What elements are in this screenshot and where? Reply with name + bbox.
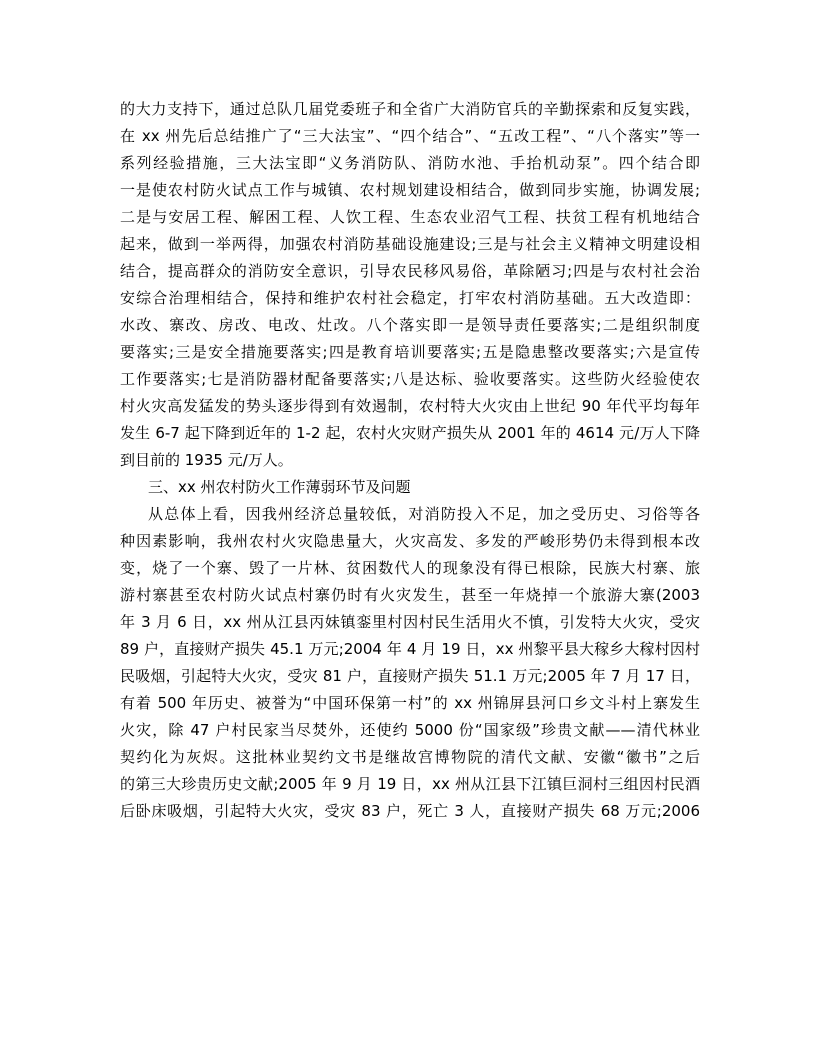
document-page — [120, 96, 700, 825]
text-line: 年 3 月 6 日，xx 州从江县丙妹镇銮里村因村民生活用火不慎，引发特大火灾，受灾 — [120, 613, 700, 631]
text-line: 种因素影响，我州农村火灾隐患量大，火灾高发、多发的严峻形势仍未得到根本改 — [120, 532, 700, 550]
text-line: 安综合治理相结合，保持和维护农村社会稳定，打牢农村消防基础。五大改造即： — [120, 289, 700, 307]
text-line: 发生 6-7 起下降到近年的 1-2 起，农村火灾财产损失从 2001 年的 4614 元/万人下降 — [120, 424, 700, 442]
section-heading: 三、xx 州农村防火工作薄弱环节及问题 — [148, 478, 411, 496]
text-line: 民吸烟，引起特大火灾，受灾 81 户，直接财产损失 51.1 万元;2005 年 7 月 17 日， — [120, 667, 700, 685]
text-line: 工作要落实;七是消防器材配备要落实;八是达标、验收要落实。这些防火经验使农 — [120, 370, 700, 388]
text-line: 系列经验措施，三大法宝即“义务消防队、消防水池、手抬机动泵”。四个结合即 — [120, 154, 700, 172]
text-line: 有着 500 年历史、被誉为“中国环保第一村”的 xx 州锦屏县河口乡文斗村上寨发生 — [120, 694, 700, 712]
text-line: 要落实;三是安全措施要落实;四是教育培训要落实;五是隐患整改要落实;六是宣传 — [120, 343, 700, 361]
text-line: 起来，做到一举两得，加强农村消防基础设施建设;三是与社会主义精神文明建设相 — [120, 235, 700, 253]
text-line: 89 户，直接财产损失 45.1 万元;2004 年 4 月 19 日，xx 州黎平县大稼乡大稼村因村 — [120, 640, 700, 658]
text-line: 从总体上看，因我州经济总量较低，对消防投入不足，加之受历史、习俗等各 — [148, 505, 700, 523]
text-line: 火灾，除 47 户村民家当尽焚外，还使约 5000 份“国家级”珍贵文献——清代林业 — [120, 721, 700, 739]
text-line: 一是使农村防火试点工作与城镇、农村规划建设相结合，做到同步实施，协调发展; — [120, 181, 700, 199]
text-line: 二是与安居工程、解困工程、人饮工程、生态农业沼气工程、扶贫工程有机地结合 — [120, 208, 700, 226]
text-line: 的第三大珍贵历史文献;2005 年 9 月 19 日，xx 州从江县下江镇巨洞村三组因村民酒 — [120, 775, 700, 793]
text-line: 村火灾高发猛发的势头逐步得到有效遏制，农村特大火灾由上世纪 90 年代平均每年 — [120, 397, 700, 415]
text-line: 水改、寨改、房改、电改、灶改。八个落实即一是领导责任要落实;二是组织制度 — [120, 316, 700, 334]
text-line: 后卧床吸烟，引起特大火灾，受灾 83 户，死亡 3 人，直接财产损失 68 万元;2006 — [120, 802, 700, 820]
text-line: 到目前的 1935 元/万人。 — [120, 451, 293, 469]
text-line: 结合，提高群众的消防安全意识，引导农民移风易俗，革除陋习;四是与农村社会治 — [120, 262, 700, 280]
text-line: 契约化为灰烬。这批林业契约文书是继故宫博物院的清代文献、安徽“徽书”之后 — [120, 748, 700, 766]
text-line: 游村寨甚至农村防火试点村寨仍时有火灾发生，甚至一年烧掉一个旅游大寨(2003 — [120, 586, 700, 604]
text-line: 在 xx 州先后总结推广了“三大法宝”、“四个结合”、“五改工程”、“八个落实”等一 — [120, 127, 700, 145]
text-line: 变，烧了一个寨、毁了一片林、贫困数代人的现象没有得已根除，民族大村寨、旅 — [120, 559, 700, 577]
text-line: 的大力支持下，通过总队几届党委班子和全省广大消防官兵的辛勤探索和反复实践， — [120, 100, 700, 118]
